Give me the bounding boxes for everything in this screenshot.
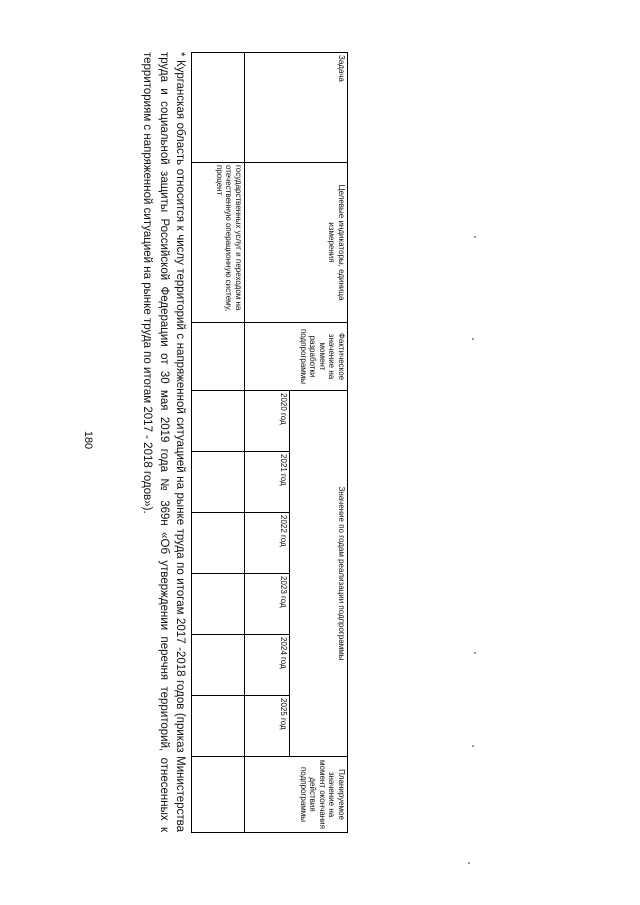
cell-actual	[192, 323, 245, 391]
footnote: * Курганская область относится к числу территорий с напряженной ситуацией на рынке труда по итогам 2017 -2018 годов (приказ Министерства труда и социальной защиты Российской Федерации от 30 мая 2019 года № 369н «Об утверждении перечня территорий, отнесенных к территориям с напряженной ситуацией на рынке труда по итогам 2017 - 2018 годов»).	[141, 52, 186, 832]
cell-2023	[192, 574, 245, 635]
cell-2025	[192, 696, 245, 757]
header-planned-value: Планируемое значение на момент окончания действия подпрограммы	[245, 757, 348, 833]
header-year-2021: 2021 год	[245, 452, 290, 513]
cell-task	[192, 53, 245, 163]
rotated-content	[108, 52, 348, 852]
header-year-2022: 2022 год	[245, 513, 290, 574]
indicators-table	[191, 52, 348, 833]
cell-2022	[192, 513, 245, 574]
scan-speck	[472, 338, 474, 340]
cell-planned	[192, 757, 245, 833]
scan-speck	[474, 652, 476, 654]
cell-2020	[192, 391, 245, 452]
header-year-2025: 2025 год	[245, 696, 290, 757]
cell-indicator: государственных услуг и переходом на отечественную операционную систему, процент	[192, 163, 245, 323]
page-number: 180	[82, 430, 94, 450]
scan-speck	[468, 862, 470, 864]
header-task: Задача	[245, 53, 348, 163]
header-indicators: Целевые индикаторы, единица измерения	[245, 163, 348, 323]
scan-speck	[472, 745, 474, 747]
header-actual-value: Фактическое значение на момент разработки подпрограммы	[245, 323, 348, 391]
cell-2021	[192, 452, 245, 513]
header-by-years: Значение по годам реализации подпрограммы	[290, 391, 348, 757]
cell-2024	[192, 635, 245, 696]
table-row	[192, 53, 245, 833]
header-year-2024: 2024 год	[245, 635, 290, 696]
header-year-2023: 2023 год	[245, 574, 290, 635]
scan-speck	[474, 236, 476, 238]
header-year-2020: 2020 год	[245, 391, 290, 452]
